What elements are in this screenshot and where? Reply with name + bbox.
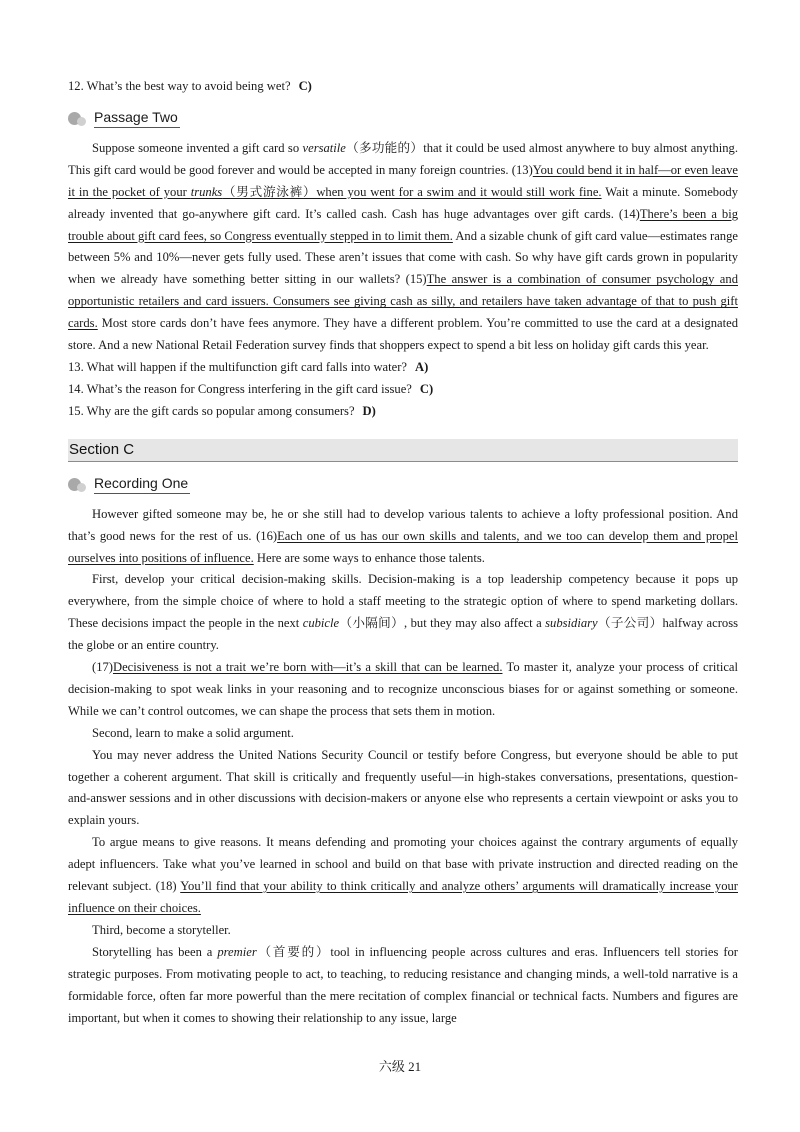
recording-one-heading xyxy=(68,472,738,496)
bullet-dots-icon xyxy=(68,476,90,492)
question-12 xyxy=(68,76,738,98)
answer-underline-14: There’s been a big trouble about gift card fees, so Congress eventually stepped in to limit them. xyxy=(68,206,738,243)
passage-two-paragraph: Suppose someone invented a gift card so versatile（多功能的）that it could be used almost anywhere to buy almost anything. This gift card would be good forever and would be accepted in many foreign countries. (13)You could bend it in half—or even leave it in the pocket of your trunks（男式游泳裤）when you went for a swim and it would still work fine. Wait a minute. Somebody already invented that go-anywhere gift card. It’s called cash. Cash has huge advantages over gift cards. (14)There’s been a big trouble about gift card fees, so Congress eventually stepped in to limit them. And a sizable chunk of gift card value—estimates range between 5% and 10%—never gets fully used. These aren’t issues that come with cash. So why have gift cards grown in popularity when we already have something better sitting in our wallets? (15)The answer is a combination of consumer psychology and opportunistic retailers and card issuers. Consumers see giving cash as silly, and retailers have taken advantage of that to push gift cards. Most store cards don’t have fees anymore. They have a different problem. You’re committed to use the card at a designated store. And a new National Retail Federation survey finds that shoppers expect to spend a bit less on holiday gift cards this year. xyxy=(68,140,738,353)
recording-paragraph-2: First, develop your critical decision-making skills. Decision-making is a top leadership competency because it pops up everywhere, from the simple choice of where to hold a staff meeting to the strategic option of where to spend marketing dollars. These decisions impact the people in the next cubicle（小隔间）, but they may also affect a subsidiary（子公司）halfway across the globe or an entire country. xyxy=(68,572,739,653)
page-content xyxy=(68,76,738,1029)
recording-paragraph-5: You may never address the United Nations Security Council or testify before Congress, but everyone should be able to put together a coherent argument. That skill is critically and frequently useful—in high-stakes conversations, presentations, question-and-answer sessions and in other discussions with decision-makers or anyone else who represents a certain viewpoint or asks you to explain yours. xyxy=(68,747,738,828)
recording-paragraph-7: Third, become a storyteller. xyxy=(92,922,231,937)
passage-two-title: Passage Two xyxy=(94,108,180,128)
answer-underline-18: You’ll find that your ability to think critically and analyze others’ arguments will dramatically increase your influence on their choices. xyxy=(68,879,738,915)
answer-underline-15: The answer is a combination of consumer psychology and opportunistic retailers and card issuers. Consumers see giving cash as silly, and retailers have taken advantage of that to push gift cards. xyxy=(68,272,738,331)
recording-one-title: Recording One xyxy=(94,474,190,494)
question-14: 14. What’s the reason for Congress interfering in the gift card issue? C) xyxy=(68,381,434,396)
bullet-dots-icon xyxy=(68,110,90,126)
answer-label: C) xyxy=(298,79,312,93)
question-text: 12. What’s the best way to avoid being wet? xyxy=(68,79,291,93)
recording-paragraph-3: (17)Decisiveness is not a trait we’re born with—it’s a skill that can be learned. To master it, analyze your process of critical decision-making to spot weak links in your reasoning and to recognize unconscious biases for or against something or someone. While we can’t control outcomes, we can shape the process that sets them in motion. xyxy=(68,660,739,718)
answer-label: C) xyxy=(419,381,434,396)
recording-paragraph-4: Second, learn to make a solid argument. xyxy=(92,725,294,740)
section-c-title: Section C xyxy=(69,441,135,459)
page-number-footer: 六级 21 xyxy=(378,1059,422,1074)
answer-underline-17: Decisiveness is not a trait we’re born with—it’s a skill that can be learned. xyxy=(112,660,503,675)
recording-paragraph-6: To argue means to give reasons. It means defending and promoting your choices against the contrary arguments of equally adept influencers. Take what you’ve learned in school and build on that base with private instruction and directed reading on the relevant subject. (18) You’ll find that your ability to think critically and analyze others’ arguments will dramatically increase your influence on their choices. xyxy=(68,835,738,915)
answer-label: A) xyxy=(415,359,429,374)
question-13: 13. What will happen if the multifunction gift card falls into water? A) xyxy=(68,359,429,374)
recording-paragraph-8: Storytelling has been a premier（首要的）tool in influencing people across cultures and eras. Influencers tell stories for strategic purposes. From motivating people to act, to teaching, to reducing resistance and changing minds, a well-told narrative is a formidable force, often far more powerful than the mere recitation of complex financial or technical facts. Numbers and figures are important, but when it comes to showing their relationship to any issue, large xyxy=(68,944,738,1025)
passage-two-heading xyxy=(68,106,738,130)
answer-underline-16: Each one of us has our own skills and talents, and we too can develop them and propel ourselves into positions of influence. xyxy=(68,528,738,565)
recording-paragraph-1: However gifted someone may be, he or she still had to develop various talents to achieve a lofty professional position. And that’s good news for the rest of us. (16)Each one of us has our own skills and talents, and we too can develop them and propel ourselves into positions of influence. Here are some ways to enhance those talents. xyxy=(68,506,738,565)
answer-underline-13: You could bend it in half—or even leave it in the pocket of your trunks（男式游泳裤）when you went for a swim and it would still work fine. xyxy=(68,162,738,199)
answer-label: D) xyxy=(362,403,376,418)
question-15: 15. Why are the gift cards so popular among consumers? D) xyxy=(68,403,376,418)
section-c-bar xyxy=(68,439,738,462)
